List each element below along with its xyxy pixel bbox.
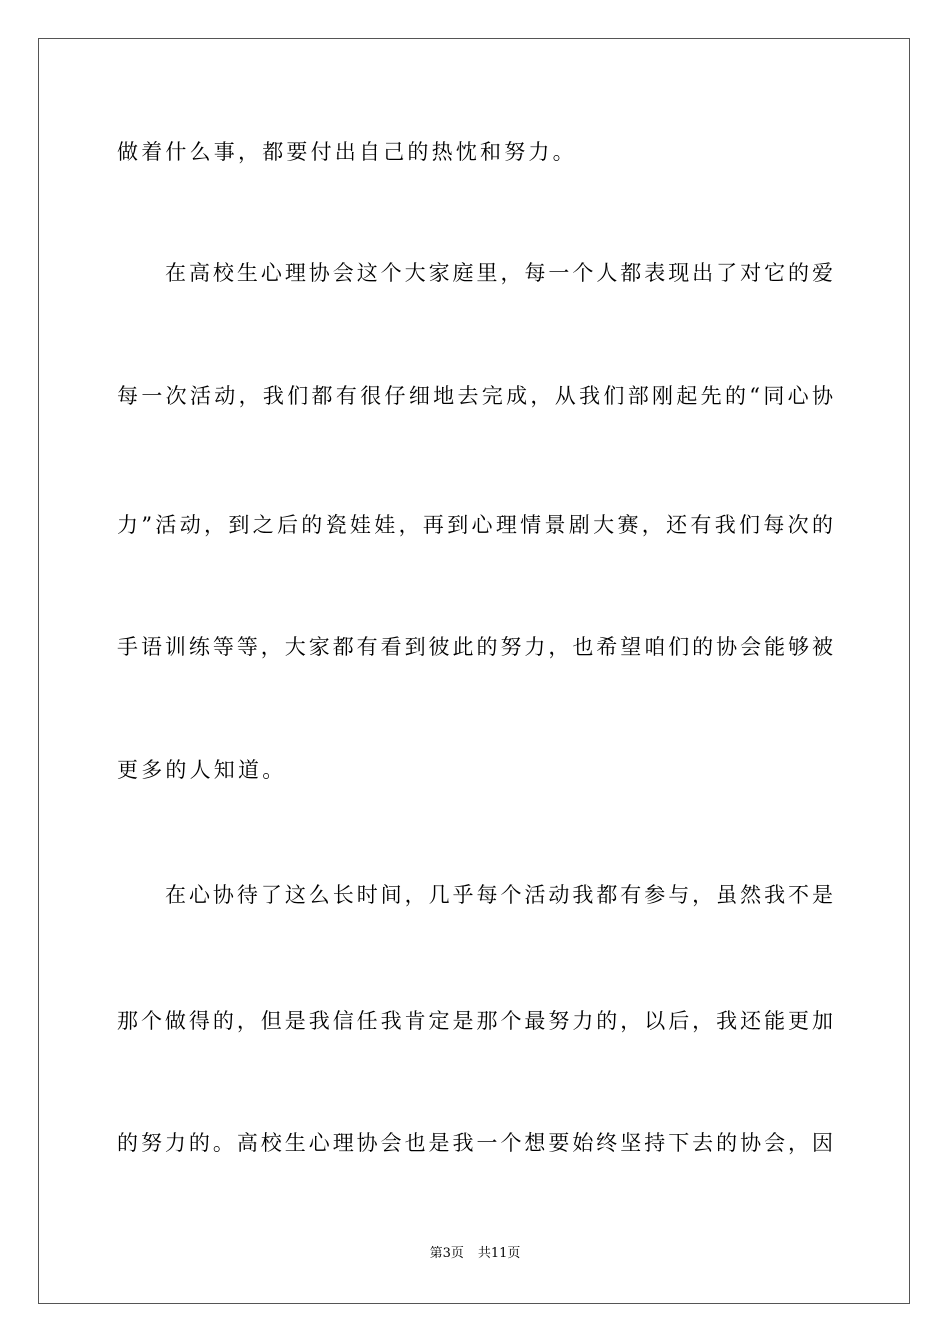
text-line-7: 在心协待了这么长时间，几乎每个活动我都有参与，虽然我不是: [165, 883, 833, 907]
text-line-2: 在高校生心理协会这个大家庭里，每一个人都表现出了对它的爱: [165, 261, 833, 285]
text-line-6: 更多的人知道。: [117, 758, 287, 782]
page-footer: [0, 1245, 950, 1263]
text-line-1: 做着什么事，都要付出自己的热忱和努力。: [117, 140, 577, 164]
text-line-3: 每一次活动，我们都有很仔细地去完成，从我们部刚起先的“同心协: [117, 384, 833, 408]
text-line-9: 的努力的。高校生心理协会也是我一个想要始终坚持下去的协会，因: [117, 1131, 833, 1155]
page-number: 第3页: [429, 1246, 464, 1261]
text-line-4: 力”活动，到之后的瓷娃娃，再到心理情景剧大赛，还有我们每次的: [117, 513, 833, 537]
page-border: [38, 38, 910, 1304]
page-total: 共11页: [477, 1246, 521, 1261]
text-line-5: 手语训练等等，大家都有看到彼此的努力，也希望咱们的协会能够被: [117, 635, 833, 659]
text-line-8: 那个做得的，但是我信任我肯定是那个最努力的，以后，我还能更加: [117, 1009, 833, 1033]
